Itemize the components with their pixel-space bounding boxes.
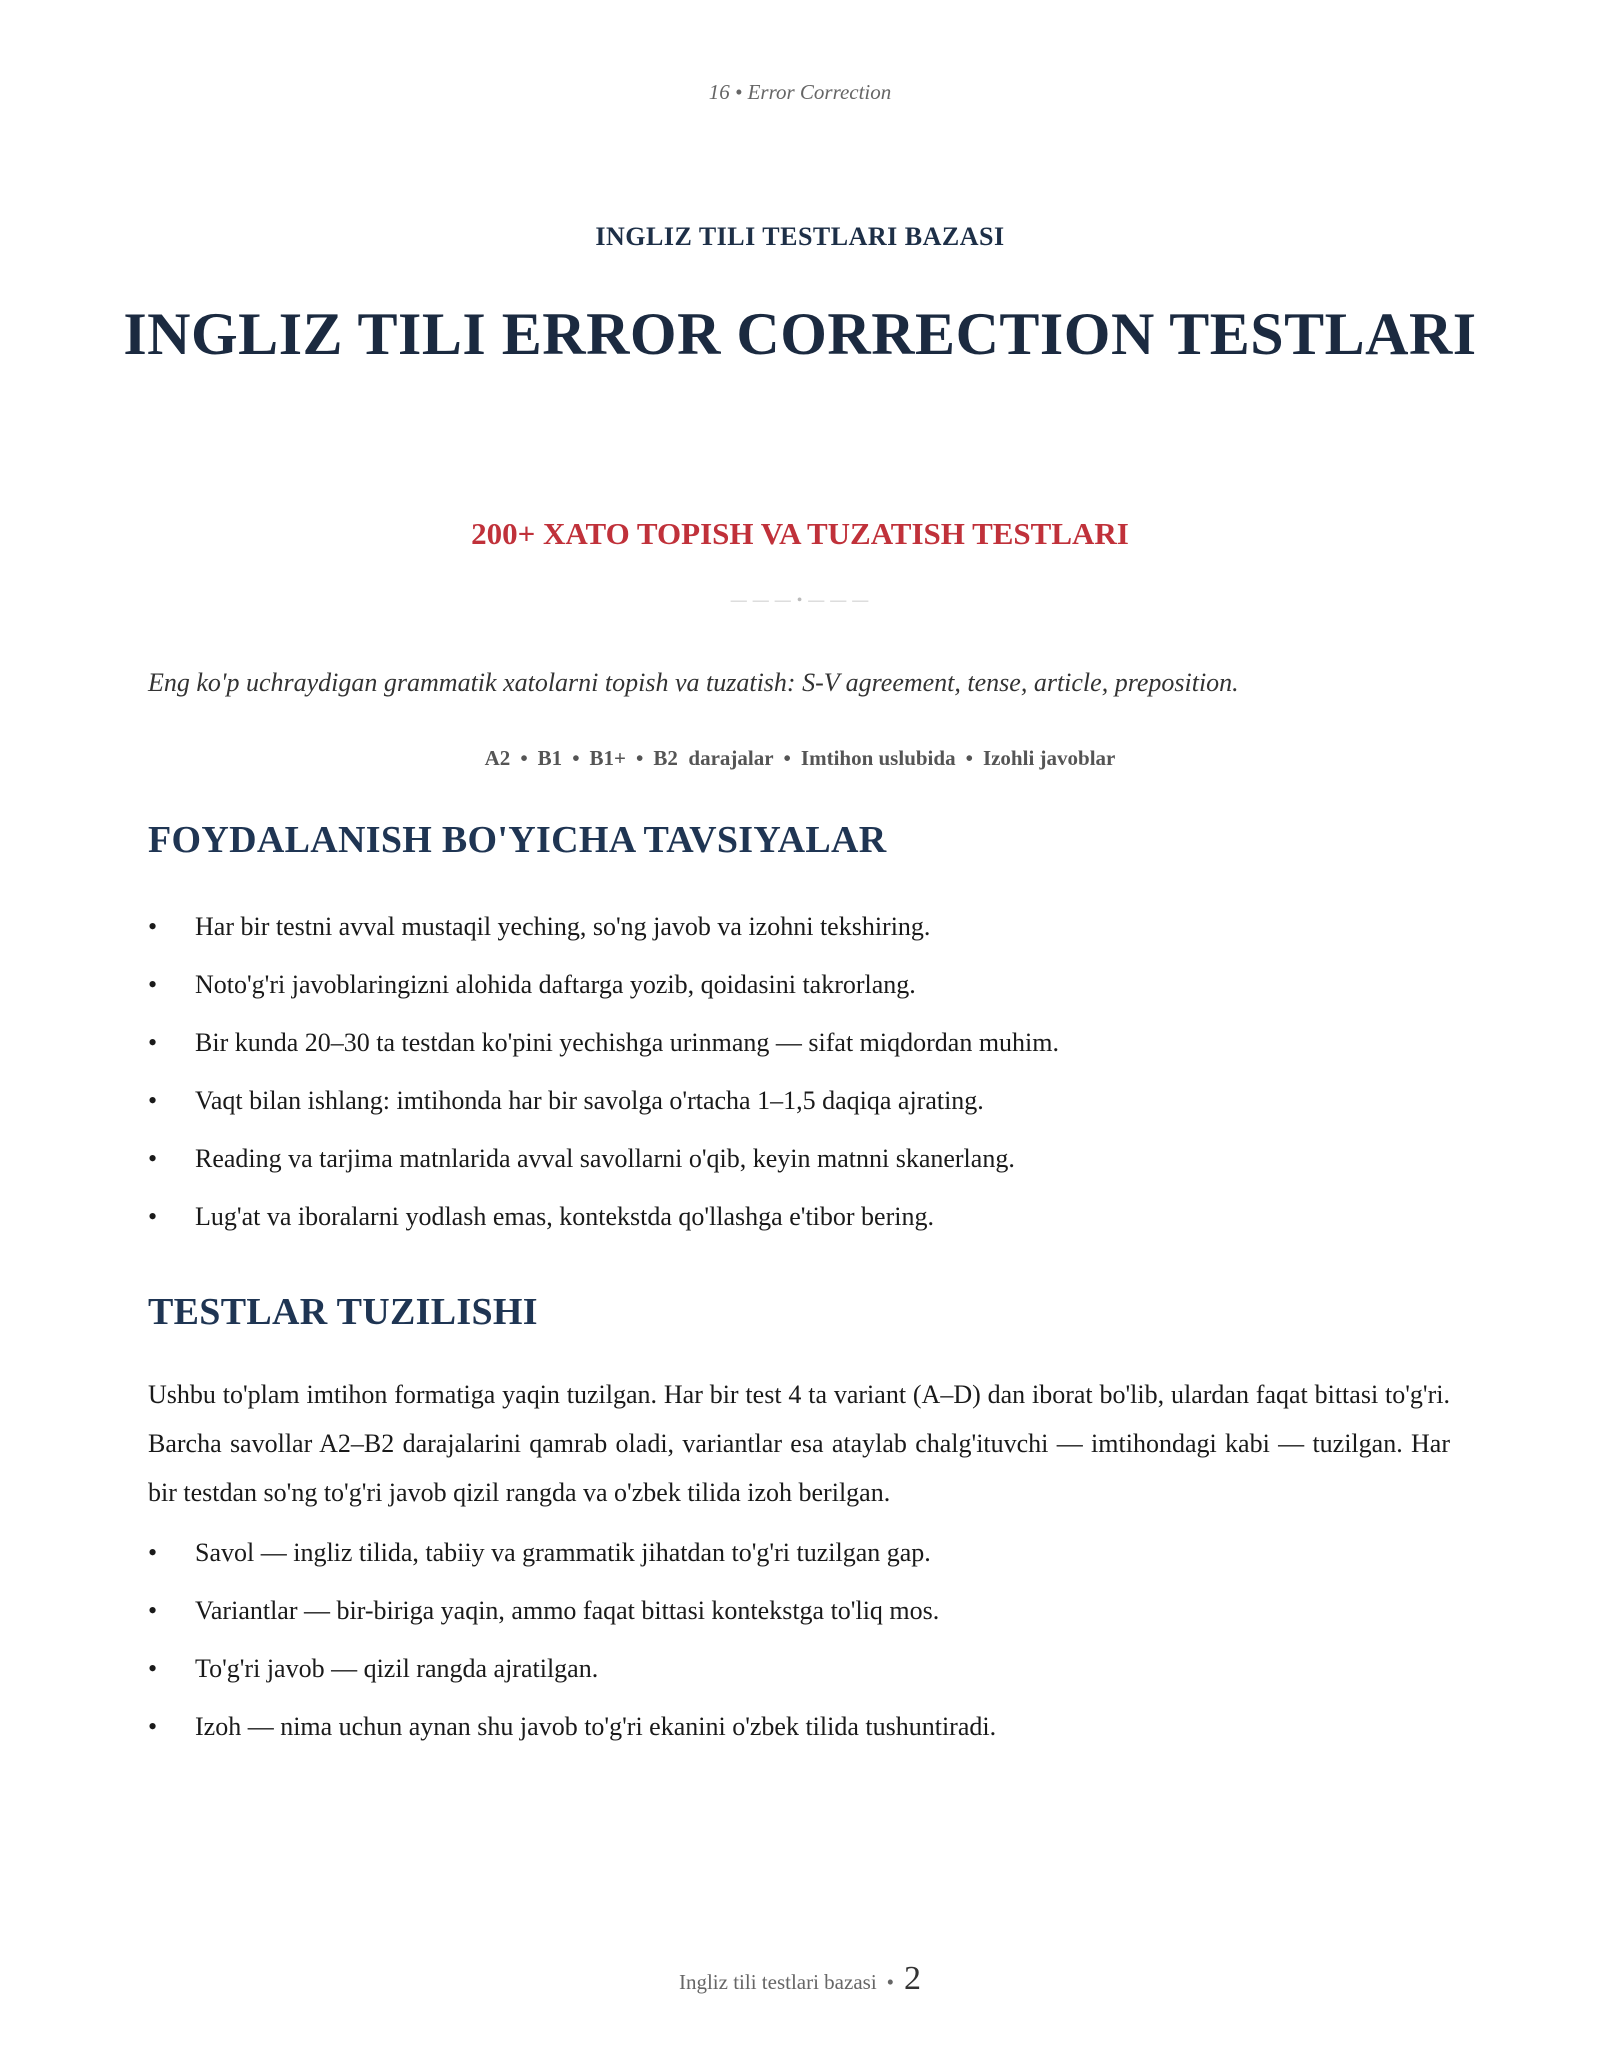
list-item-text: Savol — ingliz tilida, tabiiy va grammatik jihatdan to'g'ri tuzilgan gap. — [195, 1538, 931, 1567]
page-number: 2 — [904, 1960, 922, 1997]
bullet-icon: • — [148, 1086, 158, 1115]
bullet-icon: • — [148, 1538, 158, 1567]
recommendations-list — [148, 898, 1458, 1246]
footer-label: Ingliz tili testlari bazasi — [678, 1970, 877, 1994]
list-item-text: Variantlar — bir-biriga yaqin, ammo faqat bittasi kontekstga to'liq mos. — [195, 1596, 940, 1625]
section-heading: FOYDALANISH BO'YICHA TAVSIYALAR — [148, 819, 887, 861]
list-item — [148, 1640, 1458, 1698]
bullet-icon: • — [148, 1712, 158, 1741]
page-footer — [0, 1960, 1600, 1998]
section-heading: TESTLAR TUZILISHI — [148, 1291, 538, 1333]
separator-dot: • — [636, 746, 644, 770]
level-item: A2 — [484, 746, 511, 770]
kicker-label: INGLIZ TILI TESTLARI BAZASI — [595, 222, 1005, 251]
separator-dot: • — [783, 746, 791, 770]
separator-dot: • — [965, 746, 973, 770]
list-item — [148, 956, 1458, 1014]
list-item-text: To'g'ri javob — qizil rangda ajratilgan. — [195, 1654, 599, 1683]
bullet-icon: • — [148, 1144, 158, 1173]
list-item — [148, 1014, 1458, 1072]
list-item-text: Lug'at va iboralarni yodlash emas, kontekstda qo'llashga e'tibor bering. — [195, 1202, 934, 1231]
list-item — [148, 1188, 1458, 1246]
list-item-text: Noto'g'ri javoblaringizni alohida daftarga yozib, qoidasini takrorlang. — [195, 970, 916, 999]
page-title: INGLIZ TILI ERROR CORRECTION TESTLARI — [123, 301, 1477, 367]
separator-dot: • — [572, 746, 580, 770]
structure-list — [148, 1524, 1458, 1756]
bullet-icon: • — [148, 1202, 158, 1231]
levels-line — [0, 746, 1600, 771]
level-item: Izohli javoblar — [982, 746, 1116, 770]
list-item-text: Vaqt bilan ishlang: imtihonda har bir savolga o'rtacha 1–1,5 daqiqa ajrating. — [195, 1086, 984, 1115]
level-item: B2 darajalar — [653, 746, 774, 770]
list-item — [148, 1130, 1458, 1188]
bullet-icon: • — [148, 1028, 158, 1057]
list-item-text: Bir kunda 20–30 ta testdan ko'pini yechishga urinmang — sifat miqdordan muhim. — [195, 1028, 1059, 1057]
level-item: Imtihon uslubida — [800, 746, 956, 770]
bullet-icon: • — [148, 970, 158, 999]
list-item-text: Reading va tarjima matnlarida avval savollarni o'qib, keyin matnni skanerlang. — [195, 1144, 1015, 1173]
list-item — [148, 898, 1458, 956]
list-item — [148, 1524, 1458, 1582]
bullet-icon: • — [148, 1654, 158, 1683]
bullet-icon: • — [148, 912, 158, 941]
list-item-text: Izoh — nima uchun aynan shu javob to'g'ri ekanini o'zbek tilida tushuntiradi. — [195, 1712, 997, 1741]
structure-paragraph: Ushbu to'plam imtihon formatiga yaqin tuzilgan. Har bir test 4 ta variant (A–D) dan iborat bo'lib, ulardan faqat bittasi to'g'ri. Barcha savollar A2–B2 darajalarini qamrab oladi, variantlar esa ataylab chalg'ituvchi — imtihondagi kabi — tuzilgan. Har bir testdan so'ng to'g'ri javob qizil rangda va o'zbek tilida izoh berilgan. — [148, 1380, 1450, 1507]
running-header: 16 • Error Correction — [708, 80, 892, 104]
separator-dot: • — [886, 1970, 895, 1994]
bullet-icon: • — [148, 1596, 158, 1625]
list-item — [148, 1582, 1458, 1640]
lead-text: Eng ko'p uchraydigan grammatik xatolarni topish va tuzatish: S-V agreement, tense, article, preposition. — [148, 668, 1239, 697]
ornament-divider: — — — • — — — — [730, 592, 870, 609]
list-item-text: Har bir testni avval mustaqil yeching, so'ng javob va izohni tekshiring. — [195, 912, 931, 941]
subtitle: 200+ XATO TOPISH VA TUZATISH TESTLARI — [471, 516, 1129, 551]
level-item: B1 — [537, 746, 563, 770]
level-item: B1+ — [589, 746, 627, 770]
list-item — [148, 1072, 1458, 1130]
list-item — [148, 1698, 1458, 1756]
separator-dot: • — [520, 746, 528, 770]
